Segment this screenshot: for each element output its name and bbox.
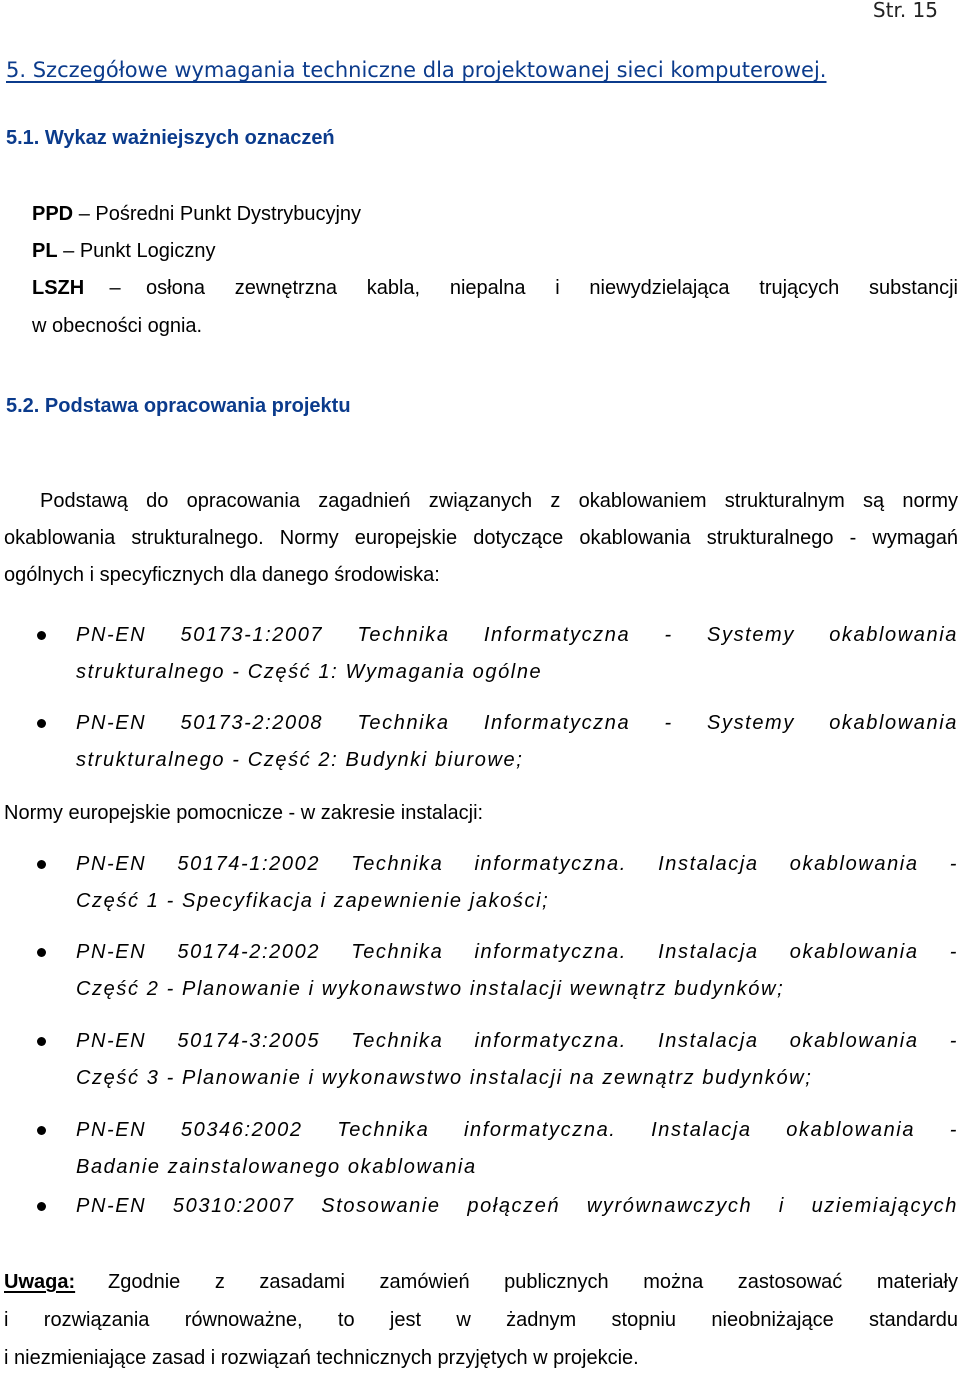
bullet-icon: [37, 631, 46, 640]
bullet-icon: [37, 719, 46, 728]
abbr-dash: –: [78, 203, 90, 225]
note-line: [4, 1264, 958, 1301]
section-heading: 5. Szczegółowe wymagania techniczne dla projektowanej sieci komputerowej.: [6, 58, 827, 82]
subsection-heading-abbreviations: 5.1. Wykaz ważniejszych oznaczeń: [6, 127, 335, 149]
abbr-term: PL: [32, 240, 58, 262]
note-text: Zgodnie z zasadami zamówień publicznych można zastosować materiały: [108, 1271, 958, 1293]
bullet-icon: [37, 1037, 46, 1046]
norm-item-line: PN-EN 50310:2007 Stosowanie połączeń wyrównawczych i uziemiających: [76, 1195, 958, 1217]
abbr-term: LSZH: [32, 277, 85, 299]
bullet-icon: [37, 948, 46, 957]
note-line: i niezmieniające zasad i rozwiązań technicznych przyjętych w projekcie.: [4, 1347, 639, 1369]
aux-norms-heading: Normy europejskie pomocnicze - w zakresie instalacji:: [4, 802, 484, 824]
bullet-icon: [37, 1202, 46, 1211]
norm-item-line: Część 1 - Specyfikacja i zapewnienie jakości;: [76, 890, 550, 912]
bullet-icon: [37, 860, 46, 869]
paragraph-line: ogólnych i specyficznych dla danego środowiska:: [4, 564, 440, 586]
subsection-heading-basis: 5.2. Podstawa opracowania projektu: [6, 395, 351, 417]
norm-item-line: strukturalnego - Część 2: Budynki biurowe;: [76, 749, 524, 771]
abbr-term: PPD: [32, 203, 74, 225]
norm-item-line: Część 3 - Planowanie i wykonawstwo instalacji na zewnątrz budynków;: [76, 1067, 813, 1089]
norm-item-line: PN-EN 50346:2002 Technika informatyczna. Instalacja okablowania -: [76, 1119, 958, 1141]
page-number: Str. 15: [872, 0, 938, 22]
abbr-desc-continuation: w obecności ognia.: [32, 315, 203, 337]
norm-item-line: PN-EN 50173-2:2008 Technika Informatyczna - Systemy okablowania: [76, 712, 958, 734]
abbr-dash: –: [109, 277, 121, 299]
norm-item-line: PN-EN 50174-1:2002 Technika informatyczna. Instalacja okablowania -: [76, 853, 958, 875]
bullet-icon: [37, 1126, 46, 1135]
note-line: i rozwiązania równoważne, to jest w żadnym stopniu nieobniżające standardu: [4, 1309, 958, 1331]
norm-item-line: PN-EN 50174-2:2002 Technika informatyczna. Instalacja okablowania -: [76, 941, 958, 963]
norm-item-line: strukturalnego - Część 1: Wymagania ogólne: [76, 661, 543, 683]
norm-item-line: PN-EN 50173-1:2007 Technika Informatyczna - Systemy okablowania: [76, 624, 958, 646]
note-label: Uwaga:: [4, 1271, 76, 1293]
abbr-desc: osłona zewnętrzna kabla, niepalna i niewydzielająca trujących substancji: [146, 277, 958, 299]
abbr-desc: Pośredni Punkt Dystrybucyjny: [95, 203, 362, 225]
abbr-item-pl: [32, 233, 215, 270]
norm-item-line: Część 2 - Planowanie i wykonawstwo instalacji wewnątrz budynków;: [76, 978, 785, 1000]
paragraph-line: Podstawą do opracowania zagadnień związanych z okablowaniem strukturalnym są normy: [40, 490, 958, 512]
norm-item-line: Badanie zainstalowanego okablowania: [76, 1156, 477, 1178]
abbr-item-ppd: [32, 196, 361, 233]
norm-item-line: PN-EN 50174-3:2005 Technika informatyczna. Instalacja okablowania -: [76, 1030, 958, 1052]
abbr-item-lszh: [32, 270, 958, 307]
paragraph-line: okablowania strukturalnego. Normy europejskie dotyczące okablowania strukturalnego - wymagań: [4, 527, 958, 549]
abbr-desc: Punkt Logiczny: [79, 240, 216, 262]
abbr-dash: –: [63, 240, 75, 262]
